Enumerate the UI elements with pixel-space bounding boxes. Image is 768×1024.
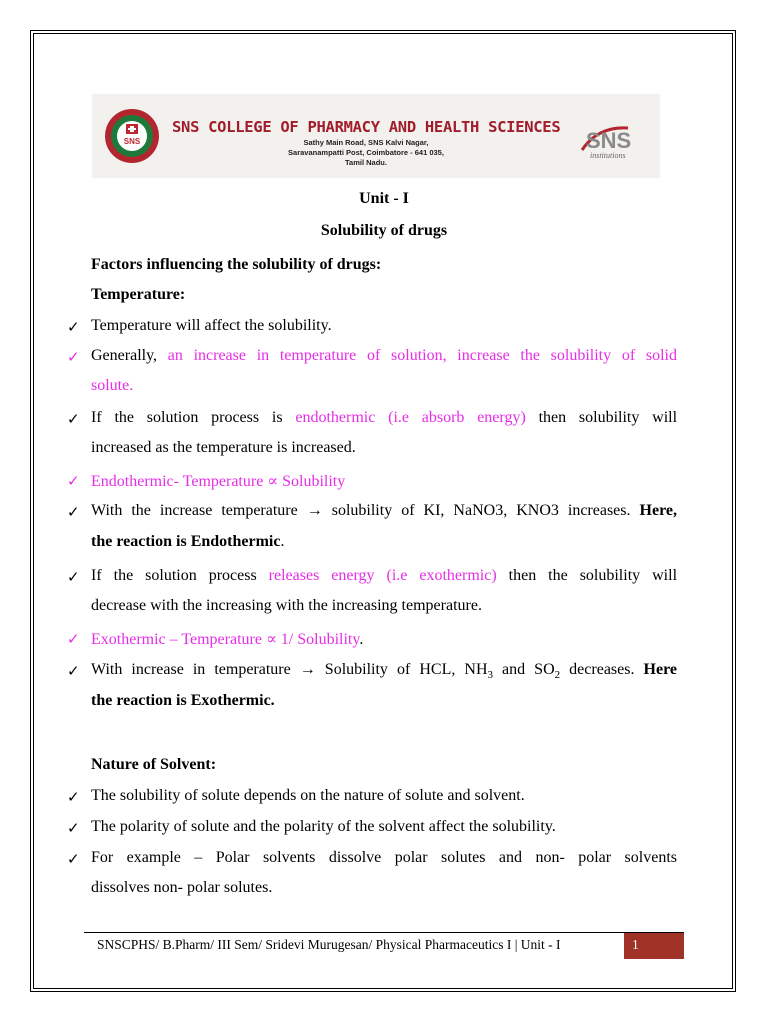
bullet-text-continued: increased as the temperature is increased. [91, 439, 356, 456]
svg-text:SNS: SNS [586, 128, 632, 153]
college-address-line-2: Saravanampatti Post, Coimbatore - 641 035, [288, 148, 444, 157]
check-mark-icon: ✓ [67, 474, 80, 490]
bullet-text: Exothermic – Temperature ∝ 1/ Solubility. [91, 631, 364, 648]
bullet-text: Endothermic- Temperature ∝ Solubility [91, 473, 346, 490]
check-mark-icon: ✓ [67, 790, 80, 806]
page-number: 1 [632, 937, 639, 952]
bullet-text: If the solution process releases energy (i.e exothermic) then the solubility will [91, 567, 678, 584]
college-seal-icon [104, 108, 160, 164]
bullet-text: With the increase temperature → solubility of KI, NaNO3, KNO3 increases. Here, [91, 502, 677, 519]
temperature-heading: Temperature: [91, 286, 186, 303]
college-address-line-1: Sathy Main Road, SNS Kalvi Nagar, [303, 138, 429, 147]
footer-rule [84, 932, 684, 933]
bullet-text: With increase in temperature → Solubility of HCL, $NH_3$ and $SO_2$ decreases. Here [91, 661, 677, 682]
check-mark-icon: ✓ [67, 570, 80, 586]
check-mark-icon: ✓ [67, 852, 80, 868]
bullet-text-continued: decrease with the increasing with the increasing temperature. [91, 597, 482, 614]
check-mark-icon: ✓ [67, 350, 80, 366]
bullet-text: Generally, an increase in temperature of solution, increase the solubility of solid [91, 347, 678, 364]
unit-title: Unit - I [359, 190, 409, 207]
college-header-banner [92, 94, 660, 178]
check-mark-icon: ✓ [67, 664, 80, 680]
check-mark-icon: ✓ [67, 505, 80, 521]
check-mark-icon: ✓ [67, 320, 80, 336]
solvent-heading: Nature of Solvent: [91, 756, 217, 773]
bullet-text: Temperature will affect the solubility. [91, 317, 332, 334]
bullet-text: For example – Polar solvents dissolve polar solutes and non- polar solvents [91, 849, 677, 866]
bullet-text-continued: the reaction is Endothermic. [91, 533, 285, 550]
check-mark-icon: ✓ [67, 412, 80, 428]
bullet-text: If the solution process is endothermic (i.e absorb energy) then solubility will [91, 409, 678, 426]
check-mark-icon: ✓ [67, 632, 80, 648]
bullet-text-continued: the reaction is Exothermic. [91, 692, 275, 709]
bullet-text: The solubility of solute depends on the nature of solute and solvent. [91, 787, 525, 804]
svg-text:institutions: institutions [590, 151, 626, 160]
check-mark-icon: ✓ [67, 821, 80, 837]
bullet-text-continued: solute. [91, 377, 134, 394]
footer-text: SNSCPHS/ B.Pharm/ III Sem/ Sridevi Murugesan/ Physical Pharmaceutics I | Unit - I [97, 937, 561, 952]
bullet-text: The polarity of solute and the polarity of the solvent affect the solubility. [91, 818, 556, 835]
document-title: Solubility of drugs [320, 222, 448, 239]
section-heading: Factors influencing the solubility of drugs: [91, 256, 382, 273]
sns-institutions-logo [578, 120, 652, 162]
college-address-line-3: Tamil Nadu. [345, 158, 387, 167]
svg-text:SNS: SNS [123, 137, 141, 146]
bullet-text-continued: dissolves non- polar solutes. [91, 879, 273, 896]
college-name: SNS COLLEGE OF PHARMACY AND HEALTH SCIENCES [172, 118, 561, 136]
